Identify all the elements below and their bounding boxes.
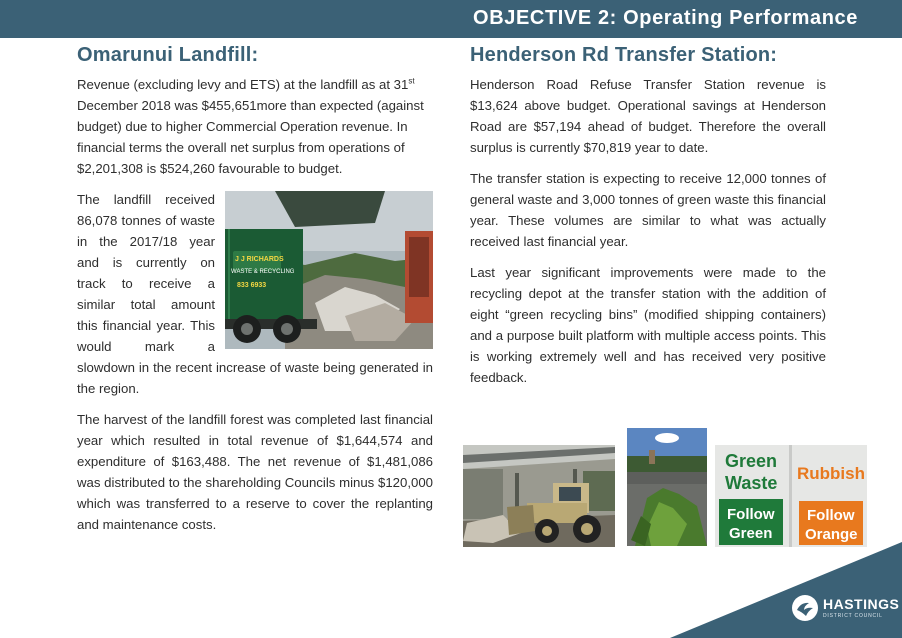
- truck-tagline-text: WASTE & RECYCLING: [231, 269, 295, 275]
- rubbish-truck-illustration: [225, 191, 433, 349]
- truck-phone-text: 833 6933: [237, 282, 267, 289]
- landfill-heading: Omarunui Landfill:: [77, 44, 259, 66]
- transfer-revenue-paragraph: Henderson Road Refuse Transfer Station revenue is $13,624 above budget. Operational savings at Henderson Road are $57,194 ahead of budget. Therefore the overall surplus is currently $70,819 year to date.: [470, 77, 826, 155]
- landfill-revenue-text-a: Revenue (excluding levy and ETS) at the landfill as at 31: [77, 77, 409, 92]
- green-waste-photo: [627, 428, 707, 546]
- logo-subtitle: DISTRICT COUNCIL: [823, 613, 883, 619]
- logo-name: HASTINGS: [823, 596, 900, 612]
- waste-signs-illustration: [715, 445, 867, 547]
- landfill-section: [77, 44, 433, 545]
- green-sign-green: Green: [729, 525, 773, 542]
- landfill-revenue-paragraph: [77, 74, 433, 179]
- transfer-volumes-paragraph: The transfer station is expecting to receive 12,000 tonnes of general waste and 3,000 tonnes of green waste this financial year. These volumes are similar to what was actually received last financial year.: [470, 171, 826, 249]
- loader-photo: [463, 445, 615, 547]
- front-loader-illustration: [463, 445, 615, 547]
- landfill-tonnage-text: The landfill received 86,078 tonnes of waste in the 2017/18 year and is currently on track to receive a similar total amount this financial year. This would mark a slowdown in the recent increase of waste being generated in the region.: [77, 192, 433, 396]
- header-banner: [0, 0, 902, 38]
- transfer-station-heading: Henderson Rd Transfer Station:: [470, 44, 778, 66]
- green-waste-title-1: Green: [725, 451, 778, 471]
- rubbish-truck-photo: [225, 191, 433, 349]
- landfill-forest-paragraph: The harvest of the landfill forest was completed last financial year which resulted in total revenue of $1,644,574 and expenditure of $163,488. The net revenue of $1,481,086 was distributed to the shareholding Councils minus $120,000 which was transferred to a reserve to cover the replanting and maintenance costs.: [77, 412, 433, 532]
- rubbish-sign-title: Rubbish: [797, 464, 865, 483]
- truck-brand-text: J J RICHARDS: [235, 256, 284, 263]
- transfer-station-section: [470, 44, 826, 398]
- green-sign-follow: Follow: [727, 506, 775, 523]
- hastings-logo: [792, 595, 899, 621]
- green-waste-title-2: Waste: [725, 473, 778, 493]
- page-title: OBJECTIVE 2: Operating Performance: [473, 7, 858, 29]
- landfill-revenue-text-b: December 2018 was $455,651more than expected (against budget) due to higher Commercial Operation revenue. In financial terms the overall net surplus from operations of $2,201,308 is $524,260 favourable to budget.: [77, 98, 424, 176]
- council-emblem-icon: [792, 595, 818, 621]
- date-suffix: st: [408, 76, 415, 86]
- green-waste-illustration: [627, 428, 707, 546]
- orange-sign-follow: Follow: [807, 507, 855, 524]
- orange-sign-orange: Orange: [805, 526, 858, 543]
- transfer-recycling-paragraph: Last year significant improvements were made to the recycling depot at the transfer station with the addition of eight “green recycling bins” (modified shipping containers) and a purpose built platform with multiple access points. This is working extremely well and has received very positive feedback.: [470, 265, 826, 385]
- waste-signs-photo: [715, 445, 867, 547]
- corner-band: [670, 542, 902, 638]
- landfill-tonnage-paragraph: [77, 189, 433, 399]
